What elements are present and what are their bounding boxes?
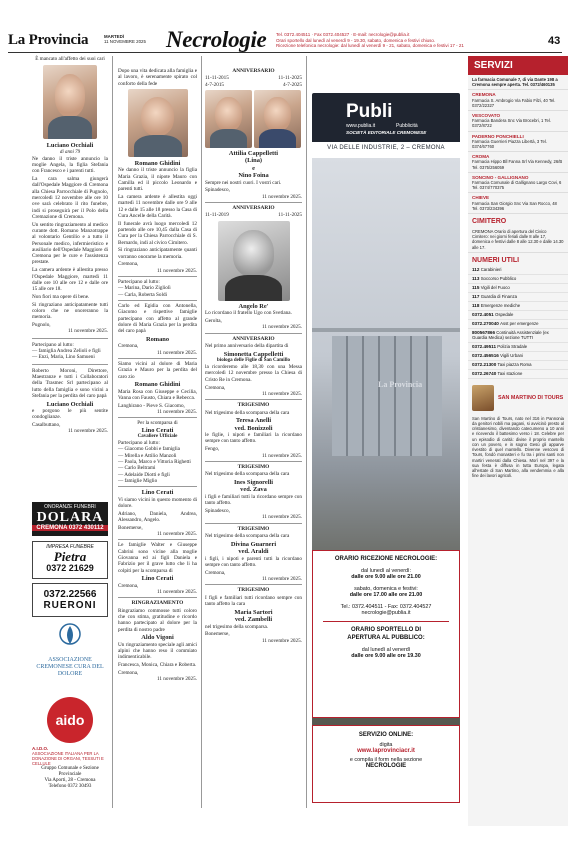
masthead-brand: La Provincia [8,32,89,48]
notice-type-title: RINGRAZIAMENTO [131,600,184,607]
deceased-name-married: ved. Araldi [238,548,269,556]
numero-value: 0372.49511 [472,344,498,350]
deceased-title: Cavaliere Ufficiale [137,434,178,440]
numero-label: Taxi piazza Roma [497,362,532,368]
condolence-entry: — Paola, Marco e Vittoria Righetti [118,459,191,465]
online-line: e compila il form nella sezione [349,757,423,763]
deceased-name: Attilia Cappelletti [228,150,279,157]
obituary-place: Cremona, [118,582,139,589]
section-separator [118,300,197,301]
deceased-name: Lino Cerati [141,489,174,497]
portrait-photo [43,65,97,139]
numero-label: Continuità Assistenziale (ex Guardia Medica) sezione TUTTI [472,330,549,341]
saint-title: SAN MARTINO DI TOURS [498,394,564,401]
orari-line: dalle ore 17.00 alle ore 21.00 [349,592,423,598]
ad-dolara [32,502,108,536]
ad-pietra-name: Pietra [53,549,87,564]
section-title: Necrologie [166,27,267,52]
farmacia-item [468,193,568,214]
condolence-entry: — Carlo Beltrami [118,465,156,472]
numero-utile-item [468,302,568,311]
obituary-paragraph: Si ringraziano anticipatamente tutti coloro che ne onoreranno la memoria. [32,301,108,321]
cimitero-text: CREMONA Orario di apertura del Civico Cimitero: nei giorni feriali dalle 8 alle 17, domenica e festivi dalle 8 alle 12.30 e dalle 14.30 alle 17. [468,227,568,253]
condolence-entry: — Mirella e Attilio Manzoli [118,452,177,459]
column-divider [112,56,113,808]
obituary-place: Cremona, [118,670,139,677]
thanks-paragraph: Francesca, Monica, Chiara e Roberta. [118,662,197,669]
anniversary-dates [205,212,302,218]
publia-site: www.publia.it [346,123,376,129]
trigesimo-paragraph: I figli e familiari tutti ricordano sempre con tanto affetto la cara [205,594,302,607]
deceased-name: Luciano Occhiali [46,400,94,408]
deceased-name: Maria Sartori [234,608,273,616]
servizi-sidebar [468,56,568,826]
section-separator [205,399,302,400]
orari-contacts: Tel.: 0372.404511 - Fax: 0372.404527 [340,604,432,610]
obituary-paragraph: Si ringraziano anticipatamente quanti vorranno onorarne la memoria. [118,247,197,260]
condolence-entry: — famiglia Andrea Zelioli e figli [32,348,101,355]
header-rule [8,52,562,53]
section-separator [32,364,108,365]
farmacia-town: CHIEVE [472,195,490,201]
condolence-entry: — Marina, Dario Zigliolì [118,285,171,292]
numero-value: 113 [472,276,481,282]
numero-utile-item [468,343,568,352]
anniversary-dates [205,82,302,88]
obituary-date: 11 novembre 2025. [261,193,302,200]
saint-image [472,385,494,411]
deceased-name: Angelo Re' [238,302,269,310]
anniversaries-column [205,68,302,644]
trigesimo-paragraph: nel trigesimo della scomparsa. [205,623,269,630]
numero-label: Taxi stazione [497,371,523,377]
column-divider [201,56,202,808]
header-hours-line: Orari sportello dal lunedì al venerdì 9 - 19.30, sabato, domenica e festivi chiuso. [276,37,436,43]
obituary-date: 11 novembre 2025. [67,428,108,435]
orari-title: ORARIO RICEZIONE NECROLOGIE: [334,556,438,562]
notice-type-title: ANNIVERSARIO [232,205,275,212]
condolence-paragraph: Maria Rosa con Giuseppe e Cecilia, Vanna con Fausto, Chiara e Rebecca. [118,388,197,402]
ad-pietra-phone: 0372 21629 [46,563,94,573]
portrait-photo [205,90,252,148]
obituary-intro: Dopo una vita dedicata alla famiglia e al lavoro, è serenamente spirato col conforto della fede [118,68,197,87]
obituary-place: Spinadesco, [205,507,230,514]
trigesimo-paragraph: Nel trigesimo della scomparsa della cara [205,409,290,416]
condolence-paragraph: Carlo ed Egidia con Antonella, Giacomo e rispettive famiglie partecipano con affetto al grande dolore di Maria Grazia per la perdita del caro papà [118,302,197,335]
portrait-photo [218,221,290,301]
obituary-paragraph: Non fiori ma opere di bene. [32,293,90,300]
deceased-nickname: (Lina) [244,157,263,165]
anniversary-date: 4-7-2025 [282,81,302,88]
notice-type-title: TRIGESIMO [237,587,270,594]
portrait-photo [254,90,301,148]
obituary-paragraph: Ne danno il triste annuncio la moglie Angela, la figlia Stefania con Francesco e i parenti tutti. [32,155,108,175]
numero-utile-item [468,293,568,302]
deceased-name: Nino Foina [238,172,269,180]
numero-label: Guardia di Finanza [480,294,517,300]
condolence-paragraph: Adriano, Daniela, Andrea, Alessandro, Angelo. [118,510,197,523]
section-separator [205,461,302,462]
condolence-entry: — famiglie Miglio [118,477,158,484]
numero-value: 0372.270040 [472,321,501,327]
section-separator [118,417,197,418]
trigesimo-paragraph: Nel trigesimo della scomparsa della cara [205,471,290,478]
obituary-date: 11 novembre 2025. [156,349,197,356]
aido-logo-icon: aido [47,697,93,743]
obituary-paragraph: La camera ardente è allestita presso l'Ospedale Maggiore, martedì 11 dalle ore 10 alle ore 12 e dalle ore 15 alle ore 18. [32,267,108,293]
obituary-date: 11 novembre 2025. [156,531,197,538]
deceased-name: Lino Cerati [141,575,174,583]
sportello-line: dal lunedì al venerdì [361,647,411,653]
condolence-title: Partecipano al lutto: [118,279,160,286]
condolence-paragraph: e porgono le più sentite condoglianze. [32,408,108,421]
section-separator [32,338,108,339]
thanks-paragraph: Ringraziamo commosse tutti coloro che con stima, gratitudine e ricordo hanno partecipato al dolore per la perdita di nostro padre [118,607,197,633]
anniversary-paragraph: la ricorderemo alle 18,30 con una Messa mercoledì 12 novembre presso la Chiesa di Cristo Re in Cremona. [205,364,302,383]
orari-email: necrologie@publia.it [361,610,411,616]
condolence-paragraph: Le famiglie Walter e Giuseppe Cabrini sono vicine alla moglie Giovanna ed ai figli Daniela e Fabrizio per il grave lutto che li ha colpiti per la scomparsa di [118,542,197,574]
deceased-name: Romano Ghidini [134,381,181,389]
numero-label: Emergenze mediche [480,303,521,309]
online-section: NECROLOGIE [365,763,407,769]
ad-dolara-name: DOLARA [36,510,104,525]
anniversary-paragraph: Lo ricordano il fratello Ugo con Svetlana. [205,310,292,317]
obituary-date: 11 novembre 2025. [156,267,197,274]
obituary-date: 11 novembre 2025. [67,328,108,335]
obituary-date: 11 novembre 2025. [261,514,302,521]
deceased-name: Romano [145,335,170,343]
numero-utile-item [468,284,568,293]
deceased-name: Luciano Occhiali [46,142,94,150]
numero-utile-item [468,361,568,370]
anniversary-date: 11-11-2019 [205,212,229,219]
obituary-intro: È mancato all'affetto dei suoi cari [35,56,105,62]
obituary-date: 11 novembre 2025. [156,409,197,416]
saint-header [468,379,568,414]
farmacia-item [468,111,568,132]
section-separator [118,539,197,540]
numero-utile-item [468,329,568,343]
section-separator [118,597,197,598]
numero-label: Polizia Stradale [497,344,528,350]
ad-aido [32,697,108,807]
farmacia-town: VESCOVATO [472,113,501,119]
numero-label: Asst per emergenze [500,321,539,327]
obituary-date: 11 novembre 2025. [156,589,197,596]
column-divider [306,56,307,808]
condolence-entry: — Adelaide Diotti e figli [118,471,170,478]
ad-pietra [32,541,108,579]
obituary-date: 11 novembre 2025. [261,637,302,644]
ad-aido-address: Via Aporti, 28 - Cremona [44,778,96,784]
section-separator [118,276,197,277]
publia-logo: Publi [346,101,393,122]
sportello-line: dalle ore 9.00 alle ore 19.30 [351,653,421,659]
saint-text: San Martino di Tours, nato nel 316 in Pannonia da genitori nobili ma pagani, si avvicinò presto al cristianesimo, diventando catecumeno a 10 anni e ricevendo il battesimo verso i 18. Celebre per un episodio di carità: divise il proprio mantello con un povero, e in sogno Gesù gli apparve rivestito di quel mantello. Divenne vescovo di Tours, fondò monasteri e fu tra i primi santi non martiri venerati dalla Chiesa. Morì nel 397 e la sua festa è diffusa in tutta Europa, legata all'estate di San Martino, alla vendemmia e alla fine dei lavori agricoli. [472,415,564,479]
servizio-online-box [312,725,460,803]
obituary-place: Cremona, [205,569,226,576]
deceased-name-married: ved. Zambelli [234,616,273,624]
numero-utile-item [468,266,568,275]
obituary-place: Cremona, [118,261,139,268]
farmacia-header: La farmacia Comunale 7, di via Dante 198 a Cremona sempre aperta. Tel. 0372/460135 [468,75,568,90]
obituary-paragraph: Un sentito ringraziamento al medico curante dott. Romano Manzotrappe al volontario Gentilio e a tutto il Personale medico, infermieristico e ausiliario dell'Ospedale Maggiore di Cremona per le cure e l'assistenza prestate. [32,221,108,266]
publia-logo-banner [312,93,460,155]
numero-value: 117 [472,294,481,300]
trigesimo-paragraph: le figlie, i nipoti e familiari la ricordano sempre con tanto affetto. [205,432,302,445]
ad-aido-phone: Telefono 0372 30493 [48,784,92,790]
obituary-place: Spinadesco, [205,187,230,194]
anniversary-date: 4-7-2015 [205,81,225,88]
numero-label: Vigili Urbani [500,353,523,359]
numero-value: 0372.4051 [472,312,495,318]
farmacia-details: Farmacia S. Ambrogio Via Fabio Filzi, 40 Tel. 0372/22327 [472,97,556,108]
obituary-place: Bonemerse, [205,631,230,638]
obituary-date: 11 novembre 2025. [261,390,302,397]
numero-label: Carabinieri [480,267,502,273]
header-contact-info [276,32,516,49]
farmacia-item [468,173,568,194]
anniversary-date: 11-11-2015 [205,75,229,82]
farmacia-item [468,132,568,153]
numero-utile-item [468,320,568,329]
condolence-entry: — Giacomo Gobbi e famiglia [118,446,180,453]
publia-tagline: Pubblicità [396,123,418,129]
obituary-paragraph: La cara salma giungerà dall'Ospedale Maggiore di Cremona alla Chiesa Parrocchiale di Pugnolo, mercoledì 12 novembre alle ore 10 ove sarà celebrato il rito funebre, indi si proseguirà per il Polo della Cremazione di Cremona. [32,176,108,220]
farmacia-town: CREMONA [472,92,496,98]
condolence-paragraph: Roberto Moroni, Direttore, Maestranze e tutti i Collaboratori della Trasmec Srl partecipano al lutto della famiglia e sono vicini a Stefania per la perdita del caro papà [32,367,108,399]
farmacia-details: Farmacia Hippo Bll Fanna Srl Via Kennedy, 26/B Tel. 0375/256059 [472,159,563,170]
sportello-title: ORARIO SPORTELLO DI APERTURA AL PUBBLICO: [347,627,425,641]
notice-type-title: ANNIVERSARIO [232,335,275,342]
thanks-paragraph: Un ringraziamento speciale agli amici alpini che hanno reso il commiato indimenticabile. [118,641,197,661]
publia-company: SOCIETÀ EDITORIALE CREMONESE [346,130,427,135]
numero-value: 112 [472,267,481,273]
obituary-place: Casalbuttano, [32,422,61,429]
obituary-paragraph: Il funerale avrà luogo mercoledì 12 partendo alle ore 10,45 dalla Casa di Cura per la Chiesa Parrocchiale di S. Bernardo, indi al civico Cimitero. [118,220,197,246]
farmacia-details: Farmacia Comunale di Gallignano Largo Covi, 6 Tel. 0374/770375 [472,180,562,191]
section-separator [205,202,302,203]
numeri-title: NUMERI UTILI [472,256,520,264]
numero-label: Vigili del Fuoco [480,285,510,291]
trigesimo-paragraph: Nel trigesimo della scomparsa della cara [205,532,290,539]
numero-utile-item [468,352,568,361]
numeri-list [468,266,568,379]
ad-rueroni [32,583,108,617]
ad-accd [32,622,108,692]
section-separator [205,333,302,334]
numero-label: Ospedale [495,312,514,318]
obituary-date: 11 novembre 2025. [261,452,302,459]
obituary-place: Bonemerse, [118,524,143,531]
notice-type-title: ANNIVERSARIO [232,68,275,74]
anniversary-date: 11-11-2025 [278,75,302,82]
numero-label: Soccorso Pubblico [480,276,517,282]
servizi-title: SERVIZI [468,56,568,75]
condolence-entry: — Carla, Roberta Soldi [118,291,167,298]
numero-utile-item [468,275,568,284]
obituary-paragraph: Ne danno il triste annuncio la figlia Maria Grazia, il nipote Mauro con Camilla ed il piccolo Leonardo e parenti tutti. [118,167,197,193]
notice-type-title: TRIGESIMO [237,525,270,532]
ad-accd-name: ASSOCIAZIONE CREMONESE CURA DEL DOLORE [36,657,104,677]
trigesimo-paragraph: i figli e familiari tutti la ricordano sempre con tanto affetto. [205,493,302,507]
obituary-paragraph: La camera ardente è allestita oggi martedì 11 novembre dalle ore 9 alle 12 e dalle 15 alle 18 presso la Casa di Cura Ancelle della Carità. [118,193,197,219]
deceased-age: di anni 79 [59,149,81,155]
obituary-place: Gerolta, [205,317,222,324]
numero-value: 800567866 [472,330,497,336]
ad-aido-group: Gruppo Comunale e Sezione Provinciale [41,766,99,778]
section-separator [118,358,197,359]
online-site-link[interactable]: www.laprovinciacr.it [357,748,415,754]
orari-line: sabato, domenica e festivi: [354,586,418,592]
ad-dolara-phone: CREMONA 0372 430112 [32,525,108,531]
obituary-ghidini [118,68,197,683]
deceased-name: Divina Guarneri [230,540,277,548]
numero-value: 0372.21300 [472,362,498,368]
section-separator [205,523,302,524]
deceased-name: Aldo Vigoni [141,634,174,642]
ad-dolara-top: ONORANZE FUNEBRI [44,504,96,510]
ad-aido-line1: A.I.D.O. [32,746,49,751]
deceased-name: Romano Ghidini [134,159,181,167]
orari-necrologie-box [312,550,460,718]
deceased-name-married: ved. Zava [240,486,267,494]
portrait-photo [128,89,188,157]
section-separator [323,621,449,622]
conjunction-text: e [252,164,255,172]
online-line: digita [379,742,393,748]
farmacia-item [468,90,568,111]
deceased-name: Simonetta Cappelletti [223,350,284,358]
obituary-occhiali [32,56,108,435]
condolence-entry: — Enzi, Maria, Lino Samueni [32,354,95,361]
anniversary-paragraph: Sempre nei nostri cuori. I vostri cari. [205,179,282,186]
issue-day: MARTEDÌ [104,34,125,39]
header-phone-hours-line: Ricezione telefonica necrologie: dal lunedì al venerdì 9 - 21, sabato, domenica e festivi 17 - 21 [276,43,464,49]
farmacia-details: Farmacia San Giorgio Snc Via San Rocco, 48 Tel. 0373/234396 [472,200,557,211]
header-contact-line: Tel. 0372.404511 · Fax 0372.404527 · E-mail: necrologie@publia.it [276,32,410,37]
numero-value: 0372.26740 [472,371,498,377]
notice-type-title: TRIGESIMO [237,463,270,470]
ad-rueroni-name: RUERONI [43,600,97,611]
numero-utile-item [468,370,568,379]
deceased-name: Teresa Anelli [235,417,272,425]
anniversary-paragraph: Nel primo anniversario della dipartita di [205,342,289,349]
deceased-name: Ines Signorelli [233,479,274,487]
issue-date [104,34,146,45]
orari-line: dal lunedì al venerdì: [360,568,412,574]
publia-address: VIA DELLE INDUSTRIE, 2 – CREMONA [312,142,460,155]
notice-type-title: TRIGESIMO [237,402,270,409]
building-sign: La Provincia [378,380,423,389]
condolence-paragraph: Vi siamo vicini in questo momento di dolore. [118,496,197,509]
section-separator [118,486,197,487]
farmacie-list [468,90,568,214]
farmacia-town: SONCINO - GALLIGNANO [472,174,529,180]
numero-utile-item [468,311,568,320]
ad-pietra-top: IMPRESA FUNEBRE [46,544,94,550]
ad-rueroni-phone: 0372.22566 [43,589,97,600]
numero-value: 0372.456516 [472,353,501,359]
obituary-date: 11 novembre 2025. [156,676,197,683]
farmacia-town: PADERNO PONCHIELLI [472,133,524,139]
obituary-date: 11 novembre 2025. [261,575,302,582]
condolence-title: Partecipano al lutto: [32,341,74,348]
obituary-place: Cremona, [118,343,139,350]
condolence-intro: Per la scomparsa di [137,420,178,427]
ad-aido-line2: ASSOCIAZIONE ITALIANA PER LA DONAZIONE DI ORGANI, TESSUTI E CELLULE [32,751,104,767]
obituary-place: Cremona, [205,384,226,391]
obituary-date: 11 novembre 2025. [261,324,302,331]
orari-line: dalle ore 9.00 alle ore 21.00 [351,574,421,580]
condolence-paragraph: Siamo vicini al dolore di Maria Grazia e Mauro per la perdita del caro zio [118,360,197,380]
numero-value: 115 [472,285,481,291]
obituary-place: Langhirano - Pieve S. Giacomo, [118,402,185,409]
online-title: SERVIZIO ONLINE: [358,732,414,738]
farmacia-town: CROMA [472,154,490,160]
deceased-title: biologa delle Figlie di San Camillo [217,358,290,364]
accd-logo-icon [56,622,84,652]
issue-date-text: 11 NOVEMBRE 2025 [104,39,146,45]
obituary-place: Pugnolo, [32,322,51,329]
portrait-pair [205,90,302,148]
cimitero-title: CIMITERO [472,218,507,226]
obituary-place: Fengo, [205,446,220,453]
numero-value: 118 [472,303,481,309]
trigesimo-paragraph: i figli, i nipoti e parenti tutti la ricordano sempre con tanto affetto. [205,555,302,568]
page-number: 43 [548,35,561,47]
deceased-name-married: ved. Bonizzoli [234,424,273,432]
farmacia-details: Farmacia Guerrieri Piazza Libertà, 3 Tel. 0374/67760 [472,138,547,150]
farmacia-item [468,152,568,173]
farmacia-details: Farmacia Bandera Snc Via Brocebri, 1 Tel. 0372/8722 [472,118,551,129]
section-separator [205,584,302,585]
condolence-title: Partecipano al lutto: [118,440,160,447]
anniversary-date: 11-11-2025 [278,212,302,219]
deceased-name: Lino Cerati [141,426,174,434]
